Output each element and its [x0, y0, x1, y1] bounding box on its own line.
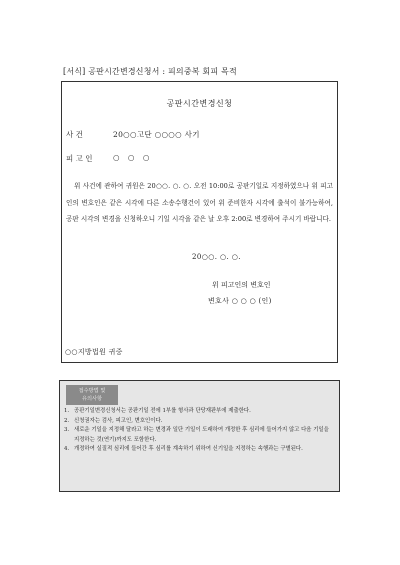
- notes-list: [64, 407, 333, 455]
- notes-panel: [59, 380, 340, 492]
- note-number: 2.: [64, 417, 70, 424]
- signer-name: 변호사 ○ ○ ○ (인): [208, 297, 272, 305]
- form-heading: [서식] 공판시간변경신청서 : 피의중복 회피 목적: [63, 67, 237, 76]
- document-title: 공판시간변경신청: [166, 99, 233, 108]
- note-item: [64, 426, 333, 445]
- case-label: 사 건: [66, 130, 83, 139]
- note-text: 신청권자는 검사, 피고인, 변호인이다.: [74, 417, 163, 424]
- notes-tab-line1: 접수방법 및: [78, 388, 106, 394]
- note-number: 1.: [64, 408, 70, 414]
- defendant-label: 피 고 인: [66, 154, 93, 163]
- note-item: [64, 407, 333, 417]
- notes-tab-line2: 유의사항: [81, 396, 103, 402]
- court-addressee: ○○지방법원 귀중: [65, 348, 123, 356]
- notes-tab: [66, 385, 118, 405]
- note-item: [64, 417, 333, 427]
- note-item: [64, 445, 333, 455]
- note-text: 새로운 기일을 지정해 달라고 하는 변경과 일단 기일이 도래하여 개정한 후 심리에 들어가지 않고 다음 기일을 지정하는 것(연기)까지도 포함한다.: [74, 427, 329, 443]
- note-number: 3.: [64, 427, 70, 434]
- note-number: 4.: [64, 446, 70, 453]
- filing-date: 20○○. ○. ○.: [192, 253, 241, 261]
- signer-role: 위 피고인의 변호인: [212, 281, 271, 289]
- request-body: 위 사건에 관하여 귀원은 20○○. ○. ○. 오전 10:00로 공판기일로 지정하였으나 위 피고인의 변호인은 같은 시각에 다른 소송수행건이 있어 위 준비한자 시각에 출석이 불가능하여, 공판 시각의 변경을 신청하오니 기일 시각을 같은 날 오후 2:00로 변경하여 주시기 바랍니다.: [66, 182, 333, 223]
- note-text: 개정하여 실질적 심리에 들어간 후 심리를 계속하기 위하여 신기일을 지정하는 속행과는 구별된다.: [74, 446, 303, 453]
- note-text: 공판기일변경신청서는 공판기일 전에 1부를 형사과 단당재판부에 제출한다.: [74, 408, 251, 414]
- application-form: [61, 81, 338, 363]
- case-value: 20○○고단 ○○○○ 사기: [113, 130, 200, 139]
- defendant-value: ○ ○ ○: [113, 153, 153, 162]
